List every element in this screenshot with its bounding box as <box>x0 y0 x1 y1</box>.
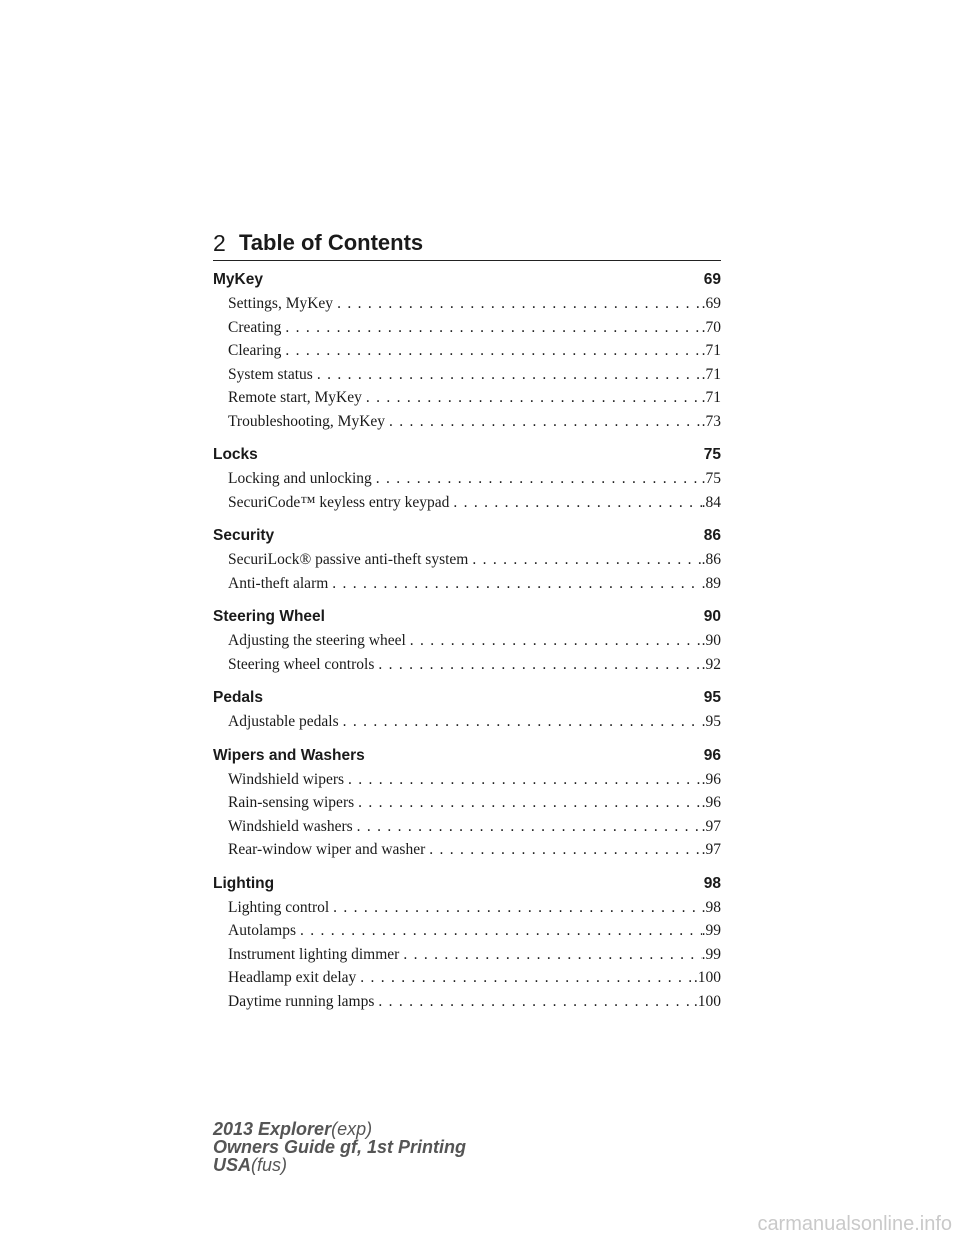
section-title: Lighting <box>213 874 275 892</box>
entry-page: .89 <box>701 574 721 592</box>
footer-model-code: (exp) <box>331 1119 373 1139</box>
section-title: Steering Wheel <box>213 608 325 625</box>
dot-leader <box>468 548 701 572</box>
toc-section <box>213 686 721 734</box>
section-page: 86 <box>703 527 721 544</box>
entry-label: Windshield wipers <box>228 770 345 788</box>
entry-label: Headlamp exit delay <box>228 969 357 986</box>
entry-label: Locking and unlocking <box>228 470 372 487</box>
entry-page: .97 <box>701 841 721 858</box>
toc-entry[interactable] <box>213 653 721 677</box>
section-page: 75 <box>703 446 721 463</box>
section-heading[interactable] <box>213 443 721 467</box>
toc-entry[interactable] <box>213 768 721 792</box>
entry-page: .69 <box>701 295 721 312</box>
footer-market: USA <box>213 1155 252 1175</box>
entry-label: Anti-theft alarm <box>228 574 329 592</box>
section-page: 90 <box>703 608 721 625</box>
entry-page: .99 <box>701 922 721 939</box>
table-of-contents <box>213 268 721 1023</box>
toc-entry[interactable] <box>213 990 721 1014</box>
toc-entry[interactable] <box>213 815 721 839</box>
dot-leader <box>356 966 694 990</box>
page-number: 2 <box>213 230 226 256</box>
toc-section <box>213 744 721 862</box>
toc-entry[interactable] <box>213 629 721 653</box>
entry-label: Adjusting the steering wheel <box>228 632 406 649</box>
entry-label: Adjustable pedals <box>228 713 339 730</box>
entry-page: .98 <box>701 898 721 916</box>
section-title: Wipers and Washers <box>213 746 365 764</box>
dot-leader <box>281 316 701 340</box>
toc-entry[interactable] <box>213 919 721 943</box>
entry-label: Instrument lighting dimmer <box>228 945 400 963</box>
entry-page: .75 <box>701 470 721 487</box>
section-heading[interactable] <box>213 744 721 768</box>
page-header <box>213 228 721 261</box>
toc-entry[interactable] <box>213 966 721 990</box>
toc-entry[interactable] <box>213 491 721 515</box>
entry-label: Autolamps <box>228 922 297 939</box>
footer-market-code: (fus) <box>251 1155 288 1175</box>
section-heading[interactable] <box>213 524 721 548</box>
dot-leader <box>333 292 702 316</box>
entry-label: Clearing <box>228 342 282 359</box>
section-page: 98 <box>703 874 721 892</box>
footer <box>213 1120 466 1174</box>
toc-entry[interactable] <box>213 791 721 815</box>
dot-leader <box>329 896 701 920</box>
dot-leader <box>374 990 694 1014</box>
dot-leader <box>449 491 701 515</box>
toc-entry[interactable] <box>213 467 721 491</box>
section-title: Locks <box>213 446 258 463</box>
entry-page: .96 <box>701 794 721 811</box>
entry-page: .71 <box>701 365 721 383</box>
entry-label: Remote start, MyKey <box>228 389 362 406</box>
section-title: Pedals <box>213 689 263 706</box>
entry-label: SecuriLock® passive anti-theft system <box>228 551 469 568</box>
toc-section <box>213 268 721 433</box>
section-title: Security <box>213 527 275 544</box>
toc-section <box>213 524 721 595</box>
dot-leader <box>354 791 701 815</box>
entry-label: Settings, MyKey <box>228 295 334 312</box>
toc-entry[interactable] <box>213 710 721 734</box>
section-page: 96 <box>703 746 721 764</box>
entry-label: Steering wheel controls <box>228 655 375 673</box>
section-heading[interactable] <box>213 872 721 896</box>
toc-entry[interactable] <box>213 943 721 967</box>
entry-label: Creating <box>228 318 282 336</box>
toc-entry[interactable] <box>213 838 721 862</box>
toc-section <box>213 872 721 1014</box>
section-heading[interactable] <box>213 268 721 292</box>
dot-leader <box>313 363 702 387</box>
entry-page: .99 <box>701 945 721 963</box>
toc-entry[interactable] <box>213 363 721 387</box>
entry-label: Rain-sensing wipers <box>228 794 355 811</box>
dot-leader <box>362 386 702 410</box>
entry-label: Windshield washers <box>228 817 353 835</box>
entry-label: System status <box>228 365 313 383</box>
footer-model: 2013 Explorer <box>213 1119 332 1139</box>
entry-page: .95 <box>701 713 721 730</box>
entry-page: .100 <box>693 969 721 986</box>
section-heading[interactable] <box>213 686 721 710</box>
entry-page: .86 <box>701 551 721 568</box>
footer-guide: Owners Guide gf, 1st Printing <box>213 1137 467 1157</box>
dot-leader <box>296 919 702 943</box>
toc-entry[interactable] <box>213 410 721 434</box>
entry-label: Daytime running lamps <box>228 992 375 1010</box>
dot-leader <box>385 410 702 434</box>
entry-page: .90 <box>701 632 721 649</box>
section-title: MyKey <box>213 271 263 288</box>
entry-label: Lighting control <box>228 898 330 916</box>
section-page: 69 <box>703 271 721 288</box>
toc-entry[interactable] <box>213 572 721 596</box>
dot-leader <box>425 838 701 862</box>
section-page: 95 <box>703 689 721 706</box>
toc-entry[interactable] <box>213 896 721 920</box>
entry-label: Troubleshooting, MyKey <box>228 412 386 430</box>
entry-page: .71 <box>701 389 721 406</box>
dot-leader <box>399 943 701 967</box>
toc-section <box>213 605 721 676</box>
page-title: Table of Contents <box>239 230 424 255</box>
entry-page: .92 <box>701 655 721 673</box>
entry-page: .100 <box>693 992 721 1010</box>
watermark: carmanualsonline.info <box>757 1213 952 1235</box>
dot-leader <box>372 467 702 491</box>
entry-label: SecuriCode™ keyless entry keypad <box>228 493 450 511</box>
entry-page: .71 <box>701 342 721 359</box>
toc-entry[interactable] <box>213 339 721 363</box>
dot-leader <box>344 768 702 792</box>
entry-page: .73 <box>701 412 721 430</box>
entry-page: .70 <box>701 318 721 336</box>
dot-leader <box>406 629 702 653</box>
dot-leader <box>328 572 701 596</box>
entry-page: .84 <box>701 493 721 511</box>
toc-entry[interactable] <box>213 316 721 340</box>
entry-label: Rear-window wiper and washer <box>228 841 426 858</box>
dot-leader <box>374 653 701 677</box>
toc-entry[interactable] <box>213 548 721 572</box>
dot-leader <box>281 339 701 363</box>
toc-entry[interactable] <box>213 292 721 316</box>
toc-section <box>213 443 721 514</box>
entry-page: .96 <box>701 770 721 788</box>
dot-leader <box>353 815 702 839</box>
toc-entry[interactable] <box>213 386 721 410</box>
section-heading[interactable] <box>213 605 721 629</box>
dot-leader <box>339 710 702 734</box>
entry-page: .97 <box>701 817 721 835</box>
